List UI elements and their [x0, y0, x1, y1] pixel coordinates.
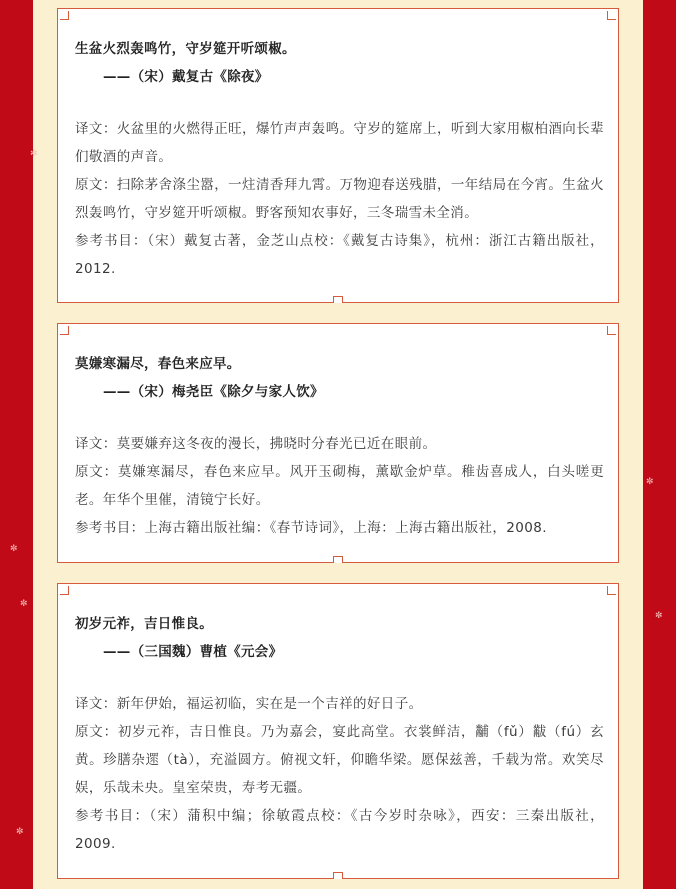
reference-text: 参考书目：上海古籍出版社编：《春节诗词》，上海：上海古籍出版社，2008. — [75, 520, 547, 536]
sparkle-decoration: ✼ — [20, 599, 28, 609]
corner-ornament — [607, 11, 616, 20]
poem-card — [57, 323, 619, 563]
poem-author: ——（宋）戴复古《除夜》 — [103, 69, 269, 85]
poem-verse: 生盆火烈轰鸣竹，守岁筵开听颂椒。 — [75, 41, 296, 57]
corner-ornament — [607, 326, 616, 335]
corner-ornament — [60, 586, 69, 595]
poem-verse: 初岁元祚，吉日惟良。 — [75, 616, 213, 632]
corner-ornament — [60, 326, 69, 335]
corner-ornament — [60, 11, 69, 20]
translation-text: 译文：火盆里的火燃得正旺，爆竹声声轰鸣。守岁的筵席上，听到大家用椒柏酒向长辈们敬酒的声音。 — [75, 121, 604, 165]
sparkle-decoration: ✼ — [646, 477, 654, 487]
sparkle-decoration: ✼ — [30, 149, 38, 159]
poem-card — [57, 8, 619, 303]
translation-text: 译文：新年伊始，福运初临，实在是一个吉祥的好日子。 — [75, 696, 423, 712]
sparkle-decoration: ✼ — [10, 544, 18, 554]
poem-card — [57, 583, 619, 879]
corner-ornament — [607, 586, 616, 595]
poem-author: ——（三国魏）曹植《元会》 — [103, 644, 283, 660]
original-text: 原文：扫除茅舍涤尘嚣，一炷清香拜九霄。万物迎春送残腊，一年结局在今宵。生盆火烈轰鸣竹，守岁筵开听颂椒。野客预知农事好，三冬瑞雪未全消。 — [75, 177, 604, 221]
original-text: 原文：莫嫌寒漏尽，春色来应早。风开玉砌梅，薰歇金炉草。稚齿喜成人，白头嗟更老。年华个里催，清镜宁长好。 — [75, 464, 604, 508]
poem-verse: 莫嫌寒漏尽，春色来应早。 — [75, 356, 241, 372]
reference-text: 参考书目：（宋）戴复古著，金芝山点校：《戴复古诗集》，杭州：浙江古籍出版社，2012. — [75, 233, 604, 277]
reference-text: 参考书目：（宋）蒲积中编；徐敏霞点校：《古今岁时杂咏》，西安：三秦出版社，2009. — [75, 808, 604, 852]
translation-text: 译文：莫要嫌弃这冬夜的漫长，拂晓时分春光已近在眼前。 — [75, 436, 437, 452]
poem-author: ——（宋）梅尧臣《除夕与家人饮》 — [103, 384, 324, 400]
sparkle-decoration: ✼ — [655, 611, 663, 621]
original-text: 原文：初岁元祚，吉日惟良。乃为嘉会，宴此高堂。衣裳鲜洁，黼（fǔ）黻（fú）玄黄。珍膳杂遝（tà），充溢圆方。俯视文轩，仰瞻华梁。愿保兹善，千载为常。欢笑尽娱，乐哉未央。皇室荣贵，寿考无疆。 — [75, 724, 604, 796]
sparkle-decoration: ✼ — [16, 827, 24, 837]
